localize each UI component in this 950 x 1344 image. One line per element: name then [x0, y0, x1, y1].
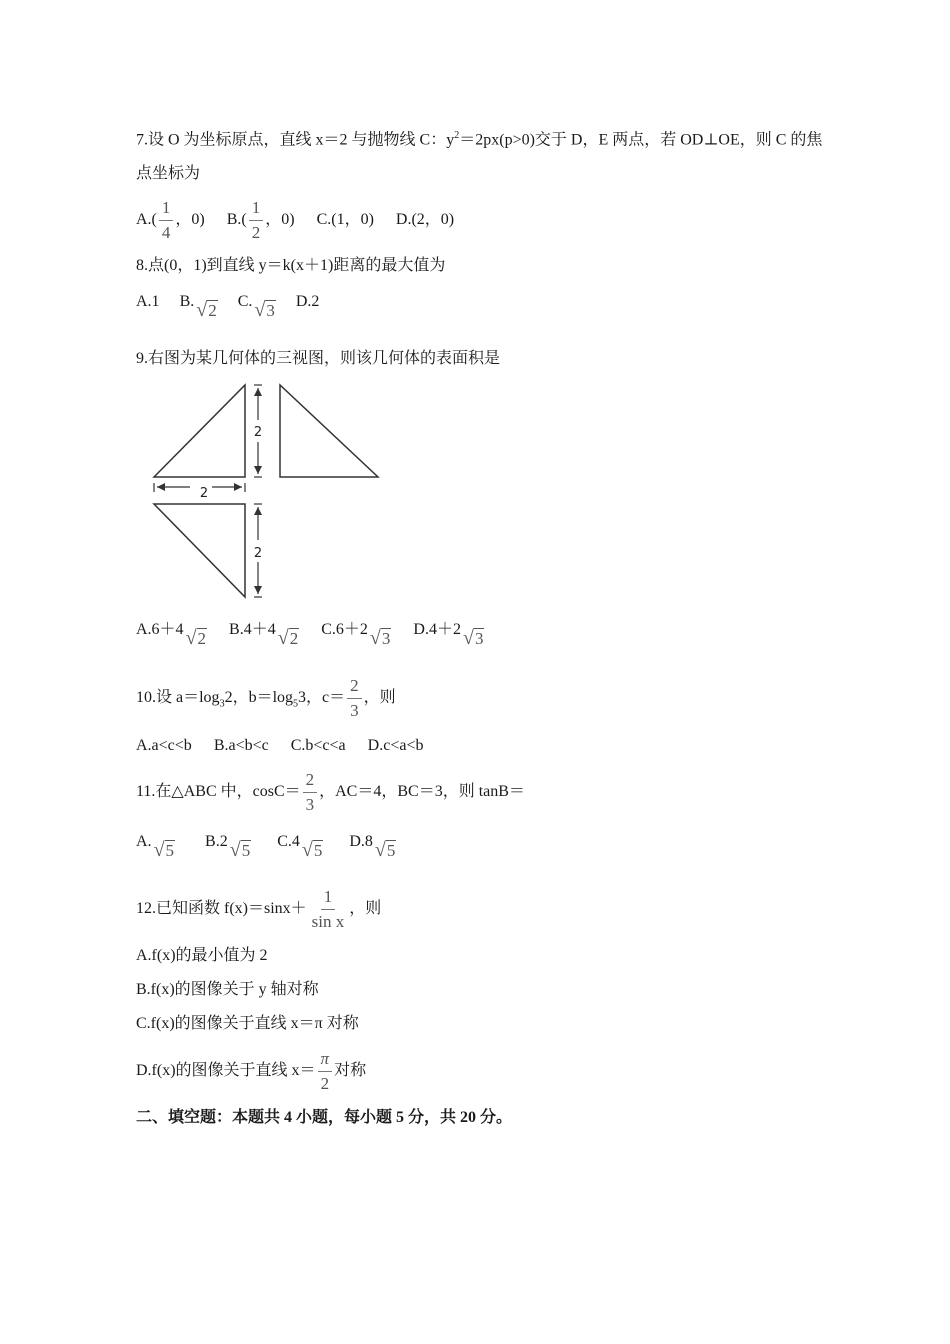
q8-option-b — [180, 292, 218, 321]
radical: √2 — [185, 627, 207, 649]
q10-log-base-b: 5 — [293, 698, 299, 710]
q11-stem-b: ，AC＝4，BC＝3，则 tanB＝ — [319, 783, 525, 801]
q9-option-c-label: C.6＋2 — [321, 621, 368, 638]
q12-option-d — [136, 1049, 366, 1094]
q9-options — [136, 620, 484, 649]
fraction-denominator: 2 — [251, 223, 261, 242]
q9-option-a — [136, 620, 207, 649]
section-heading-fill-blank: 二、填空题：本题共 4 小题，每小题 5 分，共 20 分。 — [136, 1109, 513, 1126]
q11-option-d — [349, 832, 396, 861]
q8-option-c-label: C. — [237, 293, 253, 310]
q8-option-d: D.2 — [295, 293, 320, 310]
q7-option-b-suffix: ，0) — [265, 211, 295, 229]
fraction-numerator: 1 — [249, 198, 264, 221]
front-view-triangle — [154, 385, 245, 477]
front-width-label: 2 — [199, 486, 209, 501]
top-view-triangle — [154, 504, 245, 597]
radicand: 5 — [386, 841, 396, 860]
q12-option-d-text: D.f(x)的图像关于直线 x＝ — [136, 1062, 316, 1080]
q12-fraction — [309, 887, 348, 932]
radicand: 3 — [474, 629, 484, 648]
three-view-figure — [148, 380, 388, 606]
fraction-numerator: π — [318, 1049, 333, 1072]
q7-option-a-fraction — [159, 198, 174, 243]
fraction-numerator: 2 — [303, 770, 318, 793]
q7-option-a — [136, 198, 205, 243]
radical: √2 — [277, 627, 299, 649]
radical: √5 — [229, 839, 251, 861]
fraction-numerator: 2 — [347, 676, 362, 699]
radical: √5 — [301, 839, 323, 861]
fraction-numerator: 1 — [321, 887, 336, 910]
q10-option-a: A.a<c<b — [136, 737, 192, 754]
q11-option-a-label: A. — [136, 833, 152, 850]
radicand: 3 — [266, 301, 275, 320]
q10-stem-c: 3，c＝ — [298, 689, 346, 707]
q7-option-d: D.(2，0) — [395, 211, 455, 229]
q10-option-c: C.b<c<a — [290, 737, 346, 754]
front-height-label: 2 — [253, 425, 263, 440]
q10-stem-a: 10.设 a＝log — [136, 689, 220, 707]
q8-option-c — [238, 292, 276, 321]
top-height-label: 2 — [253, 546, 263, 561]
q12-option-d-fraction — [318, 1049, 333, 1094]
q12-stem-a: 12.已知函数 f(x)＝sinx＋ — [136, 900, 307, 918]
radical: √5 — [153, 839, 175, 861]
q11-stem — [136, 770, 525, 815]
q7-option-c: C.(1，0) — [316, 211, 374, 229]
q8-stem: 8.点(0，1)到直线 y＝k(x＋1)距离的最大值为 — [136, 257, 446, 274]
q7-option-b-fraction — [249, 198, 264, 243]
q11-option-b — [205, 832, 251, 861]
q7-options — [136, 198, 454, 243]
q9-option-b — [229, 620, 299, 649]
q9-option-d — [413, 620, 484, 649]
q12-option-b: B.f(x)的图像关于 y 轴对称 — [136, 981, 319, 998]
q11-option-c — [277, 832, 323, 861]
q7-stem-line2: 点坐标为 — [136, 165, 201, 182]
fraction-denominator: 4 — [161, 223, 171, 242]
q10-option-b: B.a<b<c — [213, 737, 269, 754]
q7-stem — [136, 126, 822, 150]
q11-option-c-label: C.4 — [277, 833, 300, 850]
q7-option-a-suffix: ，0) — [175, 211, 205, 229]
fraction-denominator: 2 — [320, 1074, 330, 1093]
radicand: 2 — [289, 629, 299, 648]
radicand: 2 — [197, 629, 207, 648]
q11-stem-a: 11.在△ABC 中，cosC＝ — [136, 783, 301, 801]
q9-option-b-label: B.4＋4 — [229, 621, 276, 638]
q12-stem — [136, 887, 381, 932]
q11-option-d-label: D.8 — [349, 833, 373, 850]
q9-option-c — [321, 620, 391, 649]
q10-stem-end: ，则 — [363, 689, 396, 707]
q7-option-b-prefix: B.( — [226, 211, 247, 229]
q12-option-c: C.f(x)的图像关于直线 x＝π 对称 — [136, 1015, 359, 1032]
q7-stem-text: 7.设 O 为坐标原点，直线 x＝2 与抛物线 C：y — [136, 131, 455, 149]
fraction-denominator: 3 — [305, 795, 315, 814]
q10-stem — [136, 676, 396, 726]
fraction-denominator: 3 — [350, 701, 359, 720]
q8-option-b-label: B. — [179, 293, 195, 310]
radicand: 5 — [313, 841, 323, 860]
q10-options — [136, 736, 423, 756]
q10-log-base-a: 3 — [219, 698, 225, 710]
fraction-numerator: 1 — [159, 198, 174, 221]
q10-option-d: D.c<a<b — [367, 737, 424, 754]
q7-option-b — [227, 198, 295, 243]
radical: √2 — [196, 299, 217, 321]
radicand: 3 — [381, 629, 391, 648]
fraction-denominator: sin x — [311, 912, 345, 931]
q9-option-a-label: A.6＋4 — [136, 621, 184, 638]
q12-stem-b: ，则 — [349, 900, 382, 918]
radical: √3 — [369, 627, 391, 649]
q10-stem-b: 2，b＝log — [224, 689, 294, 707]
radicand: 5 — [241, 841, 251, 860]
side-view-triangle — [280, 385, 378, 477]
q7-superscript: 2 — [454, 130, 460, 141]
radical: √3 — [462, 627, 484, 649]
q7-stem-text-rest: ＝2px(p>0)交于 D，E 两点，若 OD⊥OE，则 C 的焦 — [459, 131, 823, 149]
radical: √5 — [374, 839, 396, 861]
radicand: 5 — [165, 841, 175, 860]
q12-option-a: A.f(x)的最小值为 2 — [136, 947, 268, 964]
q10-fraction — [347, 676, 362, 721]
q12-option-d-text-end: 对称 — [334, 1062, 367, 1080]
q8-option-a: A.1 — [136, 293, 160, 310]
radical: √3 — [254, 299, 275, 321]
q11-option-b-label: B.2 — [205, 833, 228, 850]
q9-option-d-label: D.4＋2 — [413, 621, 461, 638]
q9-stem: 9.右图为某几何体的三视图，则该几何体的表面积是 — [136, 350, 501, 367]
q11-options — [136, 832, 396, 861]
q8-options — [136, 292, 319, 321]
q11-fraction — [303, 770, 318, 815]
radicand: 2 — [208, 301, 217, 320]
q7-option-a-prefix: A.( — [136, 211, 157, 229]
q11-option-a — [136, 832, 175, 861]
